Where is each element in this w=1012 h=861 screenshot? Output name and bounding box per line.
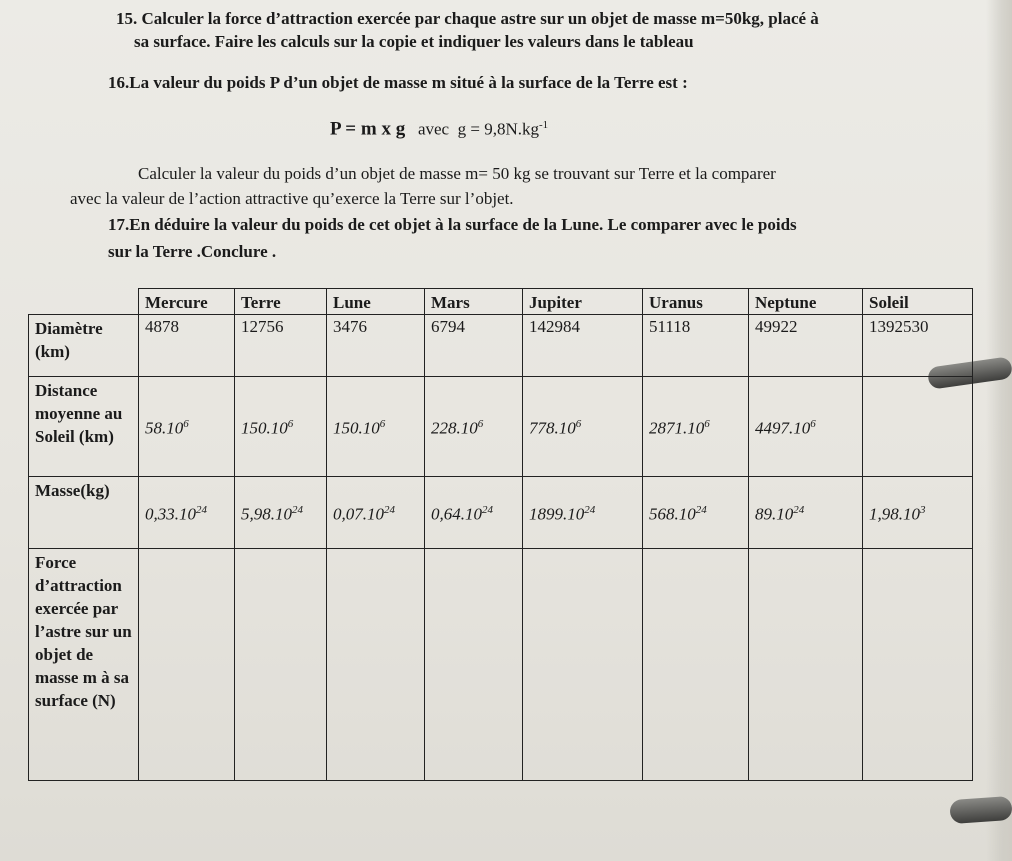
table-corner-cell bbox=[29, 289, 139, 315]
column-header: Soleil bbox=[863, 289, 973, 315]
formula-avec: avec bbox=[417, 119, 450, 139]
cell-value: 58.10 bbox=[145, 418, 184, 438]
formula-exponent: -1 bbox=[538, 119, 549, 131]
cell-exponent: 6 bbox=[477, 418, 484, 431]
table-cell bbox=[139, 315, 235, 377]
table-cell bbox=[327, 377, 425, 477]
cell-exponent: 6 bbox=[287, 418, 294, 431]
column-header: Uranus bbox=[643, 289, 749, 315]
question-17: 17.En déduire la valeur du poids de cet objet à la surface de la Lune. Le comparer avec le poids bbox=[108, 215, 797, 234]
table-cell bbox=[863, 377, 973, 477]
cell-value: 778.10 bbox=[529, 418, 576, 438]
row-header: Force d’attraction exercée par l’astre sur un objet de masse m à sa surface (N) bbox=[29, 549, 139, 781]
cell-value: 2871.10 bbox=[649, 418, 705, 438]
cell-value: 3476 bbox=[333, 317, 367, 336]
table-cell bbox=[425, 377, 523, 477]
question-16-calculation: Calculer la valeur du poids d’un objet de masse m= 50 kg se trouvant sur Terre et la comparer bbox=[138, 164, 776, 183]
cell-exponent: 24 bbox=[793, 504, 805, 517]
table-cell bbox=[139, 477, 235, 549]
cell-value: 0,64.10 bbox=[431, 504, 482, 524]
cell-exponent: 6 bbox=[183, 418, 189, 431]
table-cell bbox=[643, 377, 749, 477]
binder-edge bbox=[986, 0, 1012, 861]
table-cell bbox=[235, 315, 327, 377]
table-cell bbox=[235, 477, 327, 549]
formula-g: g = 9,8N.kg bbox=[457, 119, 539, 139]
table-cell bbox=[327, 549, 425, 781]
column-header: Mars bbox=[425, 289, 523, 315]
question-16: 16.La valeur du poids P d’un objet de masse m situé à la surface de la Terre est : bbox=[108, 73, 688, 92]
row-header: Diamètre (km) bbox=[29, 315, 139, 377]
table-cell bbox=[523, 315, 643, 377]
table-row bbox=[29, 477, 973, 549]
question-16-calculation-continued: avec la valeur de l’action attractive qu’exerce la Terre sur l’objet. bbox=[70, 189, 514, 208]
cell-value: 0,07.10 bbox=[333, 504, 384, 524]
table-cell bbox=[523, 477, 643, 549]
formula-main: P = m x g bbox=[330, 118, 406, 140]
cell-exponent: 24 bbox=[384, 504, 395, 517]
table-cell bbox=[863, 315, 973, 377]
weight-formula bbox=[330, 114, 548, 141]
question-17-continued: sur la Terre .Conclure . bbox=[108, 242, 277, 261]
cell-exponent: 24 bbox=[584, 504, 596, 517]
binder-ring bbox=[949, 796, 1012, 824]
cell-value: 89.10 bbox=[755, 504, 794, 524]
cell-value: 1899.10 bbox=[529, 504, 585, 524]
question-15-continued: sa surface. Faire les calculs sur la copie et indiquer les valeurs dans le tableau bbox=[134, 32, 694, 51]
cell-value: 1,98.10 bbox=[869, 504, 920, 524]
cell-exponent: 3 bbox=[920, 504, 926, 517]
cell-value: 12756 bbox=[241, 317, 284, 336]
table-cell bbox=[139, 549, 235, 781]
column-header: Mercure bbox=[139, 289, 235, 315]
cell-exponent: 6 bbox=[704, 418, 710, 431]
table-cell bbox=[327, 477, 425, 549]
cell-exponent: 6 bbox=[810, 418, 816, 431]
table-cell bbox=[235, 377, 327, 477]
cell-exponent: 24 bbox=[196, 504, 207, 517]
table-cell bbox=[643, 315, 749, 377]
table-cell bbox=[425, 315, 523, 377]
cell-value: 1392530 bbox=[869, 317, 929, 336]
cell-exponent: 6 bbox=[575, 418, 582, 431]
table-cell bbox=[749, 549, 863, 781]
table-cell bbox=[327, 315, 425, 377]
cell-value: 51118 bbox=[649, 317, 691, 336]
cell-exponent: 24 bbox=[292, 504, 303, 517]
cell-exponent: 24 bbox=[482, 504, 493, 517]
column-header: Terre bbox=[235, 289, 327, 315]
cell-value: 49922 bbox=[755, 317, 798, 336]
cell-value: 228.10 bbox=[431, 418, 478, 438]
table-cell bbox=[863, 477, 973, 549]
cell-exponent: 6 bbox=[379, 418, 386, 431]
table-cell bbox=[425, 477, 523, 549]
column-header: Jupiter bbox=[523, 289, 643, 315]
cell-value: 0,33.10 bbox=[145, 504, 196, 524]
cell-value: 4878 bbox=[145, 317, 179, 336]
question-15: 15. Calculer la force d’attraction exercée par chaque astre sur un objet de masse m=50kg, placé à bbox=[116, 9, 819, 28]
table-cell bbox=[523, 377, 643, 477]
table-body bbox=[29, 289, 973, 781]
row-header: Masse(kg) bbox=[29, 477, 139, 549]
table-cell bbox=[235, 549, 327, 781]
table-row bbox=[29, 315, 973, 377]
column-header: Lune bbox=[327, 289, 425, 315]
table-cell bbox=[425, 549, 523, 781]
table-cell bbox=[749, 477, 863, 549]
cell-value: 5,98.10 bbox=[241, 504, 292, 524]
table-row bbox=[29, 549, 973, 781]
table-cell bbox=[863, 549, 973, 781]
table-cell bbox=[139, 377, 235, 477]
cell-value: 150.10 bbox=[241, 418, 288, 438]
planets-table bbox=[28, 288, 973, 781]
table-cell bbox=[643, 549, 749, 781]
cell-value: 568.10 bbox=[649, 504, 696, 524]
column-header: Neptune bbox=[749, 289, 863, 315]
cell-value: 6794 bbox=[431, 317, 465, 336]
table-header-row bbox=[29, 289, 973, 315]
table-cell bbox=[749, 377, 863, 477]
cell-value: 150.10 bbox=[333, 418, 380, 438]
table-cell bbox=[749, 315, 863, 377]
table-row bbox=[29, 377, 973, 477]
table-cell bbox=[523, 549, 643, 781]
cell-value: 142984 bbox=[529, 317, 580, 336]
table-cell bbox=[643, 477, 749, 549]
cell-exponent: 24 bbox=[695, 504, 707, 517]
row-header: Distance moyenne au Soleil (km) bbox=[29, 377, 139, 477]
cell-value: 4497.10 bbox=[755, 418, 811, 438]
